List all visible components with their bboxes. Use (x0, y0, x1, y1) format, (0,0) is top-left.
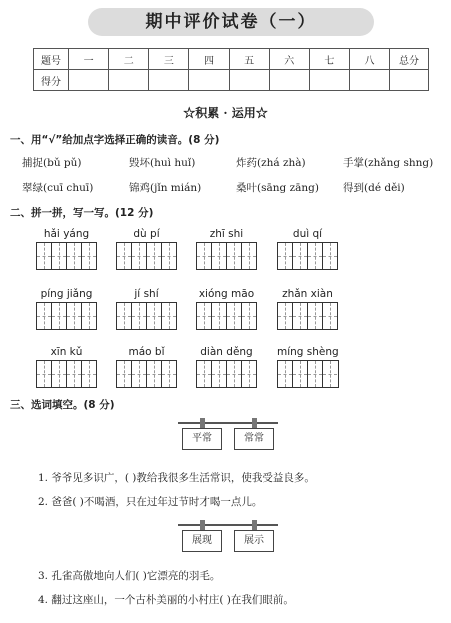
word-card: 平常 (182, 428, 222, 450)
pinyin-text: jí shí (134, 288, 159, 300)
score-input[interactable] (69, 70, 109, 91)
writing-boxes[interactable] (36, 360, 97, 388)
card-rail (178, 524, 278, 526)
writing-boxes[interactable] (277, 242, 338, 270)
pinyin-text: dù pí (133, 228, 160, 240)
q3-sentence-4[interactable]: 4. 翻过这座山，一个古朴美丽的小村庄( )在我们眼前。 (38, 594, 294, 606)
pinyin-item (116, 228, 177, 270)
q2-heading: 二、拼一拼，写一写。(12 分) (10, 207, 154, 219)
writing-boxes[interactable] (116, 302, 177, 330)
pinyin-item (196, 228, 257, 270)
q1-option[interactable]: 得到(dé děi) (343, 182, 405, 194)
writing-boxes[interactable] (196, 302, 257, 330)
q3-sentence-2[interactable]: 2. 爸爸( )不喝酒，只在过年过节时才喝一点儿。 (38, 496, 263, 508)
pinyin-text: hǎi yáng (43, 228, 90, 240)
writing-boxes[interactable] (196, 360, 257, 388)
score-input[interactable] (149, 70, 189, 91)
card-rail (178, 422, 278, 424)
score-cell: 六 (269, 49, 309, 70)
score-cell: 五 (229, 49, 269, 70)
q1-option[interactable]: 锦鸡(jǐn mián) (129, 182, 202, 194)
pinyin-item (36, 288, 97, 330)
score-cell: 三 (149, 49, 189, 70)
writing-boxes[interactable] (36, 302, 97, 330)
pinyin-text: míng shèng (277, 346, 339, 358)
score-cell: 七 (309, 49, 349, 70)
q1-option[interactable]: 捕捉(bǔ pǔ) (22, 157, 82, 169)
q1-option[interactable]: 桑叶(sāng zāng) (236, 182, 319, 194)
q3-sentence-3[interactable]: 3. 孔雀高傲地向人们( )它漂亮的羽毛。 (38, 570, 221, 582)
pinyin-item (277, 346, 339, 388)
paper-title: 期中评价试卷（一） (88, 8, 374, 36)
word-card-group-1 (178, 418, 278, 452)
pinyin-item (196, 346, 257, 388)
word-card: 展现 (182, 530, 222, 552)
score-label: 得分 (34, 70, 69, 91)
pinyin-item (277, 288, 338, 330)
score-input[interactable] (109, 70, 149, 91)
pinyin-item (36, 228, 97, 270)
writing-boxes[interactable] (36, 242, 97, 270)
q1-option[interactable]: 手掌(zhǎng shng) (343, 157, 434, 169)
pinyin-text: zhī shi (209, 228, 244, 240)
q1-option[interactable]: 翠绿(cuī chuī) (22, 182, 94, 194)
score-cell: 一 (69, 49, 109, 70)
q1-row-1 (22, 155, 450, 170)
writing-boxes[interactable] (116, 242, 177, 270)
word-card-group-2 (178, 520, 278, 554)
writing-boxes[interactable] (277, 302, 338, 330)
pinyin-text: duì qí (292, 228, 323, 240)
writing-boxes[interactable] (277, 360, 339, 388)
score-header-row (34, 49, 429, 70)
pinyin-text: píng jiǎng (40, 288, 93, 300)
q1-heading: 一、用“√”给加点字选择正确的读音。(8 分) (10, 134, 220, 146)
q3-heading: 三、选词填空。(8 分) (10, 399, 115, 411)
pinyin-text: xióng māo (198, 288, 255, 300)
score-cell: 八 (349, 49, 389, 70)
q1-option[interactable]: 炸药(zhá zhà) (236, 157, 306, 169)
writing-boxes[interactable] (196, 242, 257, 270)
score-cell: 总分 (390, 49, 429, 70)
q1-row-2 (22, 180, 450, 195)
pinyin-text: zhǎn xiàn (282, 288, 333, 300)
section-header: ☆积累 · 运用☆ (183, 106, 268, 120)
pinyin-item (116, 288, 177, 330)
word-card: 常常 (234, 428, 274, 450)
word-card: 展示 (234, 530, 274, 552)
pinyin-item (196, 288, 257, 330)
q3-sentence-1[interactable]: 1. 爷爷见多识广，( )教给我很多生活常识，使我受益良多。 (38, 472, 315, 484)
score-value-row (34, 70, 429, 91)
pinyin-item (116, 346, 177, 388)
pinyin-text: xīn kǔ (50, 346, 83, 358)
score-cell: 题号 (34, 49, 69, 70)
pinyin-text: máo bǐ (128, 346, 165, 358)
q1-option[interactable]: 毁坏(huì huǐ) (129, 157, 196, 169)
writing-boxes[interactable] (116, 360, 177, 388)
score-table (33, 48, 429, 91)
score-input[interactable] (349, 70, 389, 91)
score-input[interactable] (390, 70, 429, 91)
score-input[interactable] (309, 70, 349, 91)
pinyin-text: diàn děng (200, 346, 253, 358)
score-input[interactable] (269, 70, 309, 91)
score-input[interactable] (189, 70, 229, 91)
score-input[interactable] (229, 70, 269, 91)
pinyin-item (36, 346, 97, 388)
score-cell: 四 (189, 49, 229, 70)
score-cell: 二 (109, 49, 149, 70)
pinyin-item (277, 228, 338, 270)
